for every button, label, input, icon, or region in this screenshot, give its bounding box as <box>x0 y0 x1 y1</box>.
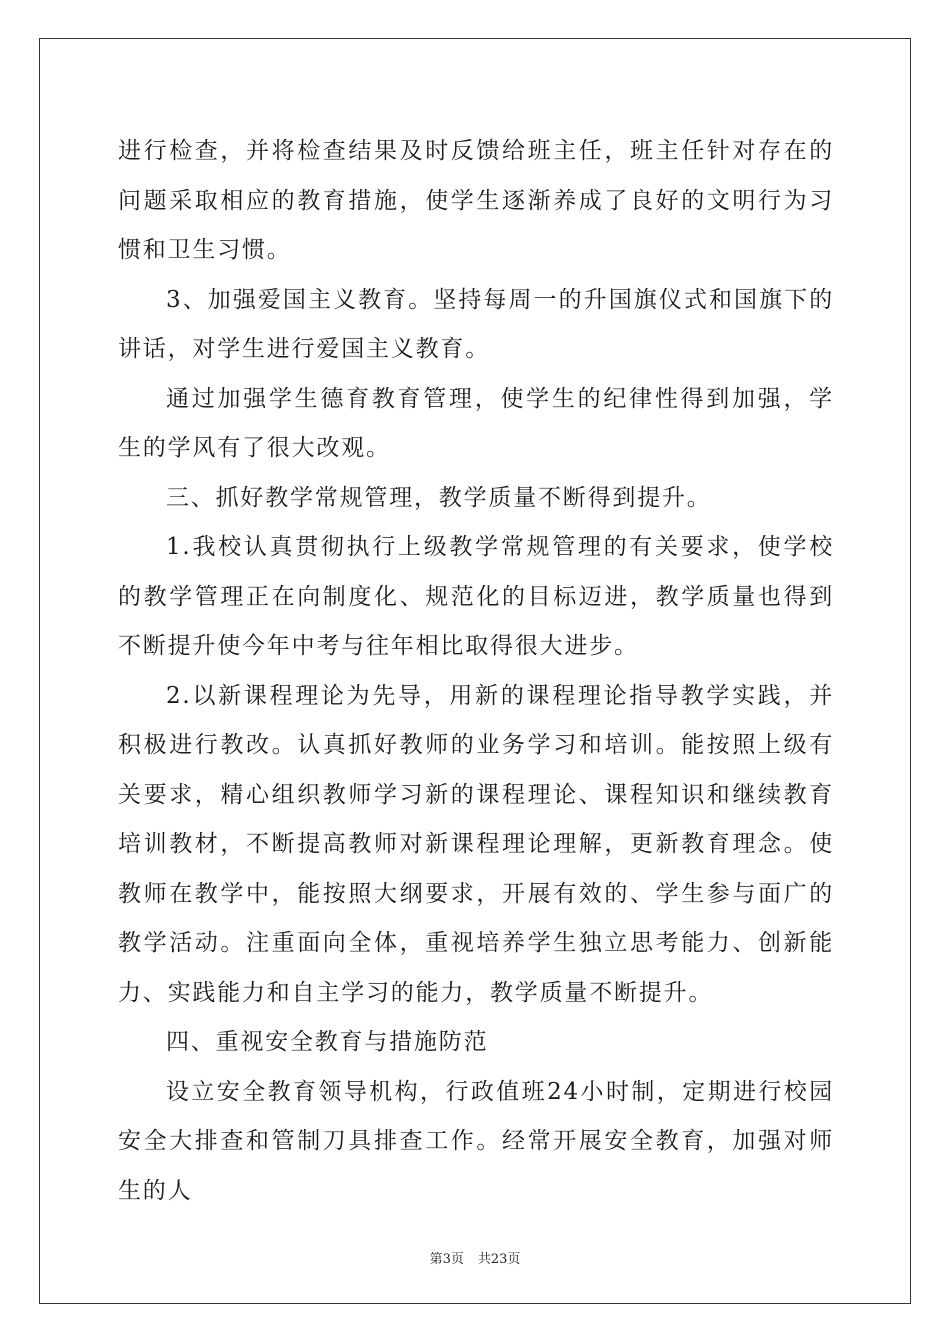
page-number: 第3页 <box>429 1252 464 1267</box>
document-body <box>118 127 834 1216</box>
paragraph-item-2: 2.以新课程理论为先导，用新的课程理论指导教学实践，并积极进行教改。认真抓好教师的业务学习和培训。能按照上级有关要求，精心组织教师学习新的课程理论、课程知识和继续教育培训教材，不断提高教师对新课程理论理解，更新教育理念。使教师在教学中，能按照大纲要求，开展有效的、学生参与面广的教学活动。注重面向全体，重视培养学生独立思考能力、创新能力、实践能力和自主学习的能力，教学质量不断提升。 <box>118 682 834 1006</box>
paragraph-continuation: 进行检查，并将检查结果及时反馈给班主任，班主任针对存在的问题采取相应的教育措施，使学生逐渐养成了良好的文明行为习惯和卫生习惯。 <box>118 138 834 263</box>
paragraph-patriotic-education: 3、加强爱国主义教育。坚持每周一的升国旗仪式和国旗下的讲话，对学生进行爱国主义教育。 <box>118 286 834 362</box>
page-total: 共23页 <box>477 1252 521 1267</box>
page-footer <box>0 1248 950 1267</box>
section-heading-teaching-routine: 三、抓好教学常规管理，教学质量不断得到提升。 <box>166 484 712 511</box>
paragraph-moral-education-result: 通过加强学生德育教育管理，使学生的纪律性得到加强，学生的学风有了很大改观。 <box>118 385 834 461</box>
paragraph-item-1: 1.我校认真贯彻执行上级教学常规管理的有关要求，使学校的教学管理正在向制度化、规范化的目标迈进，教学质量也得到不断提升使今年中考与往年相比取得很大进步。 <box>118 534 834 659</box>
paragraph-safety-measures: 设立安全教育领导机构，行政值班24小时制，定期进行校园安全大排查和管制刀具排查工作。经常开展安全教育，加强对师生的人 <box>118 1078 834 1204</box>
section-heading-safety: 四、重视安全教育与措施防范 <box>166 1029 489 1055</box>
